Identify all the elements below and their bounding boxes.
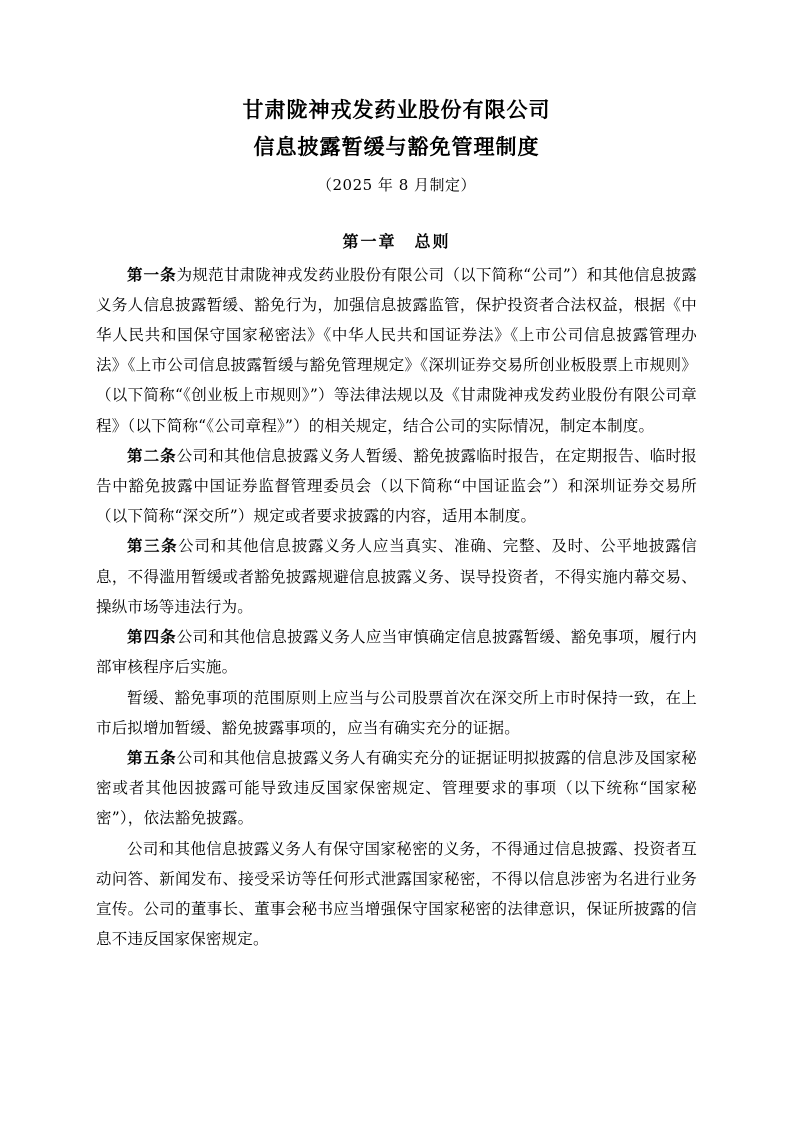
- article-paragraph: [96, 743, 697, 834]
- article-paragraph: [96, 622, 697, 682]
- article-paragraph: [96, 260, 697, 441]
- article-paragraph: [96, 683, 697, 743]
- article-label: 第五条: [127, 748, 177, 767]
- article-label: 第四条: [127, 627, 177, 647]
- article-text: 公司和其他信息披露义务人暂缓、豁免披露临时报告，在定期报告、临时报告中豁免披露中国证券监督管理委员会（以下简称“中国证监会”）和深圳证券交易所（以下简称“深交所”）规定或者要求披露的内容，适用本制度。: [96, 446, 697, 526]
- article-paragraph: [96, 441, 697, 532]
- document-subtitle: （2025 年 8 月制定）: [316, 175, 477, 194]
- article-text: 暂缓、豁免事项的范围原则上应当与公司股票首次在深交所上市时保持一致，在上市后拟增加暂缓、豁免披露事项的，应当有确实充分的证据。: [96, 688, 697, 737]
- document-title-line-2: 信息披露暂缓与豁免管理制度: [253, 133, 540, 159]
- article-label: 第二条: [127, 445, 177, 465]
- article-label: 第一条: [127, 264, 177, 284]
- article-text: 公司和其他信息披露义务人应当真实、准确、完整、及时、公平地披露信息，不得滥用暂缓或者豁免披露规避信息披露义务、误导投资者，不得实施内幕交易、操纵市场等违法行为。: [96, 537, 697, 616]
- article-paragraph: [96, 531, 697, 622]
- article-text: 为规范甘肃陇神戎发药业股份有限公司（以下简称“公司”）和其他信息披露义务人信息披露暂缓、豁免行为，加强信息披露监管，保护投资者合法权益，根据《中华人民共和国保守国家秘密法》《中华人民共和国证券法》《上市公司信息披露管理办法》《上市公司信息披露暂缓与豁免管理规定》《深圳证券交易所创业板股票上市规则》（以下简称“《创业板上市规则》”）等法律法规以及《甘肃陇神戎发药业股份有限公司章程》（以下简称“《公司章程》”）的相关规定，结合公司的实际情况，制定本制度。: [96, 265, 697, 435]
- article-text: 公司和其他信息披露义务人有保守国家秘密的义务，不得通过信息披露、投资者互动问答、新闻发布、接受采访等任何形式泄露国家秘密，不得以信息涉密为名进行业务宣传。公司的董事长、董事会秘书应当增强保守国家秘密的法律意识，保证所披露的信息不违反国家保密规定。: [96, 839, 697, 949]
- article-text: 公司和其他信息披露义务人有确实充分的证据证明拟披露的信息涉及国家秘密或者其他因披露可能导致违反国家保密规定、管理要求的事项（以下统称“国家秘密”），依法豁免披露。: [96, 749, 697, 828]
- article-text: 公司和其他信息披露义务人应当审慎确定信息披露暂缓、豁免事项，履行内部审核程序后实施。: [96, 628, 697, 677]
- article-paragraph: [96, 834, 697, 955]
- document-title-line-1: 甘肃陇神戎发药业股份有限公司: [242, 97, 551, 122]
- chapter-heading: 第一章 总则: [342, 231, 451, 251]
- article-label: 第三条: [127, 536, 179, 556]
